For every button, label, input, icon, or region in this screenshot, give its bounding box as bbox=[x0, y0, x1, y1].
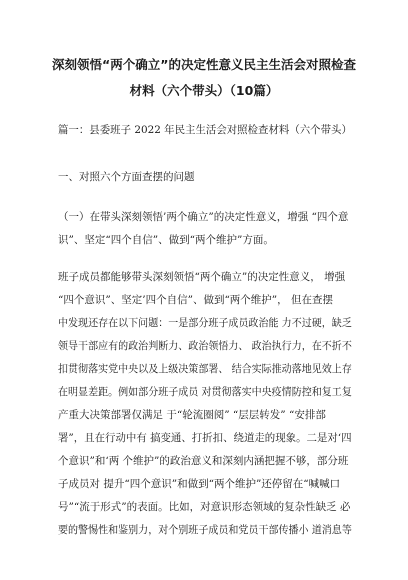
paragraph-line: 班子成员都能够带头深刻领悟“两个确立”的决定性意义， 增强 bbox=[58, 271, 346, 283]
paragraph-line: 产重大决策部署仅满足 于“轮流圈阅” “层层转发” “安排部 bbox=[58, 409, 326, 421]
paragraph-line: 领导干部应有的政治判断力、政治领悟力、 政治执行力，在不折不 bbox=[58, 340, 352, 352]
paragraph-line: 要的警惕性和鉴别力，对个别班子成员和党员干部传播小 道消息等 bbox=[58, 524, 352, 536]
section-text-line: 识”、坚定“四个自信”、做到“两个维护”方面。 bbox=[58, 234, 274, 246]
paragraph-line: 号”“流于形式”的表面。比如，对意识形态领域的复杂性缺乏 必 bbox=[58, 501, 351, 513]
title-line: 材料（六个带头）（10篇） bbox=[129, 83, 279, 98]
section-text-line: （一）在带头深刻领悟’两个确立”的决定性意义，增强 “四个意 bbox=[58, 211, 349, 223]
paragraph-line: 署”，且在行动中有 搞变通、打折扣、绕道走的现象。二是对‘四 bbox=[58, 432, 352, 444]
paragraph-line: 中发现还存在以下问题：一是部分班子成员政治能 力不过硬，缺乏 bbox=[58, 317, 352, 329]
paragraph-line: 子成员对 提升“四个意识”和做到“两个维护”还停留在“喊喊口 bbox=[58, 478, 341, 490]
paragraph-line: “四个意识”、坚定’四个自信”、做到“两个维护”， 但在查摆 bbox=[58, 294, 334, 306]
document-subtitle: 篇一：县委班子 2022 年民主生活会对照检查材料（六个带头） bbox=[58, 124, 352, 136]
paragraph-line: 在明显差距。例如部分班子成员 对贯彻落实中央疫情防控和复工复 bbox=[58, 386, 352, 398]
paragraph-line: 个意识”和‘两 个维护”的政治意义和深刻内涵把握不够，部分班 bbox=[58, 455, 349, 467]
title-line: 深刻领悟“两个确立”的决定性意义民主生活会对照检查 bbox=[52, 57, 356, 72]
document-title bbox=[40, 52, 368, 104]
paragraph-line: 扣贯彻落实党中央以及上级决策部署、 结合实际推动落地见效上存 bbox=[58, 363, 352, 375]
section-heading: 一、对照六个方面查摆的问题 bbox=[58, 171, 195, 183]
